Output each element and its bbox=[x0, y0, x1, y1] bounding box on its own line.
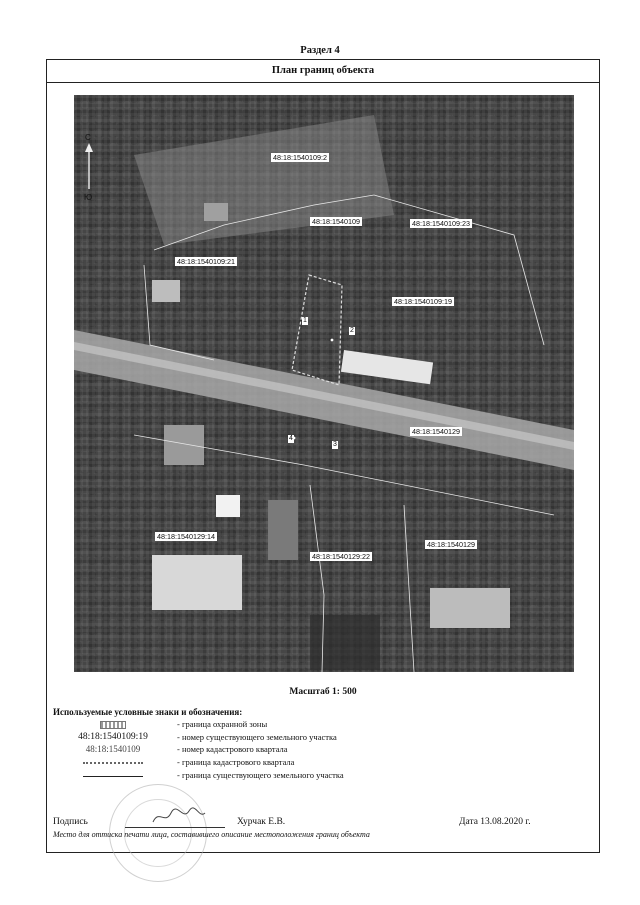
plan-title: План границ объекта bbox=[47, 60, 599, 83]
legend-title: Используемые условные знаки и обозначения: bbox=[53, 707, 243, 717]
north-arrow-icon bbox=[83, 143, 95, 191]
handwritten-signature-icon bbox=[149, 807, 209, 827]
parcel-label: 48:18:1540109:2 bbox=[273, 153, 327, 162]
legend-text: - номер существующего земельного участка bbox=[177, 732, 337, 742]
parcel-label: 48:18:1540109:21 bbox=[177, 257, 235, 266]
protection-zone-symbol bbox=[53, 719, 173, 729]
legend-text: - граница кадастрового квартала bbox=[177, 757, 295, 767]
compass bbox=[82, 133, 98, 203]
signature-line bbox=[53, 817, 593, 831]
parcel-label: 48:18:1540109:23 bbox=[412, 219, 470, 228]
compass-south: Ю bbox=[84, 193, 93, 202]
legend-quarter-symbol: 48:18:1540109 bbox=[85, 744, 141, 754]
legend-text: - граница существующего земельного участка bbox=[177, 770, 344, 780]
parcel-label: 48:18:1540129:22 bbox=[312, 552, 370, 561]
legend-row bbox=[53, 757, 593, 769]
parcel-label: 48:18:1540129:14 bbox=[157, 532, 215, 541]
legend-row bbox=[53, 770, 593, 782]
point-label: 1 bbox=[303, 317, 307, 324]
signature-underline bbox=[125, 827, 225, 828]
signature-label: Подпись bbox=[53, 817, 88, 827]
parcel-label: 48:18:1540109:19 bbox=[394, 297, 452, 306]
point-label: 3 bbox=[333, 441, 337, 448]
parcel-boundary-symbol bbox=[53, 770, 173, 780]
legend-parcel-symbol: 48:18:1540109:19 bbox=[78, 732, 148, 742]
quarter-label: 48:18:1540129 bbox=[412, 427, 460, 436]
plan-frame bbox=[46, 59, 600, 853]
quarter-label: 48:18:1540129 bbox=[427, 540, 475, 549]
aerial-photo bbox=[74, 95, 574, 672]
legend-text: - номер кадастрового квартала bbox=[177, 744, 288, 754]
legend-row bbox=[53, 744, 593, 756]
scale-label: Масштаб 1: 500 bbox=[289, 687, 357, 697]
signer-name: Хурчак Е.В. bbox=[237, 817, 286, 827]
signature-caption: Место для оттиска печати лица, составившего описание местоположения границ объекта bbox=[53, 830, 370, 839]
legend-text: - граница охранной зоны bbox=[177, 719, 268, 729]
point-label: 2 bbox=[350, 327, 354, 334]
quarter-boundary-symbol bbox=[53, 757, 173, 767]
compass-north: С bbox=[85, 133, 91, 142]
legend-row bbox=[53, 732, 593, 744]
section-title: Раздел 4 bbox=[300, 45, 340, 56]
signature-date: Дата 13.08.2020 г. bbox=[459, 817, 531, 827]
point-label: 4 bbox=[289, 435, 293, 442]
quarter-label: 48:18:1540109 bbox=[312, 217, 360, 226]
aerial-map bbox=[74, 95, 574, 672]
legend-row bbox=[53, 719, 593, 731]
